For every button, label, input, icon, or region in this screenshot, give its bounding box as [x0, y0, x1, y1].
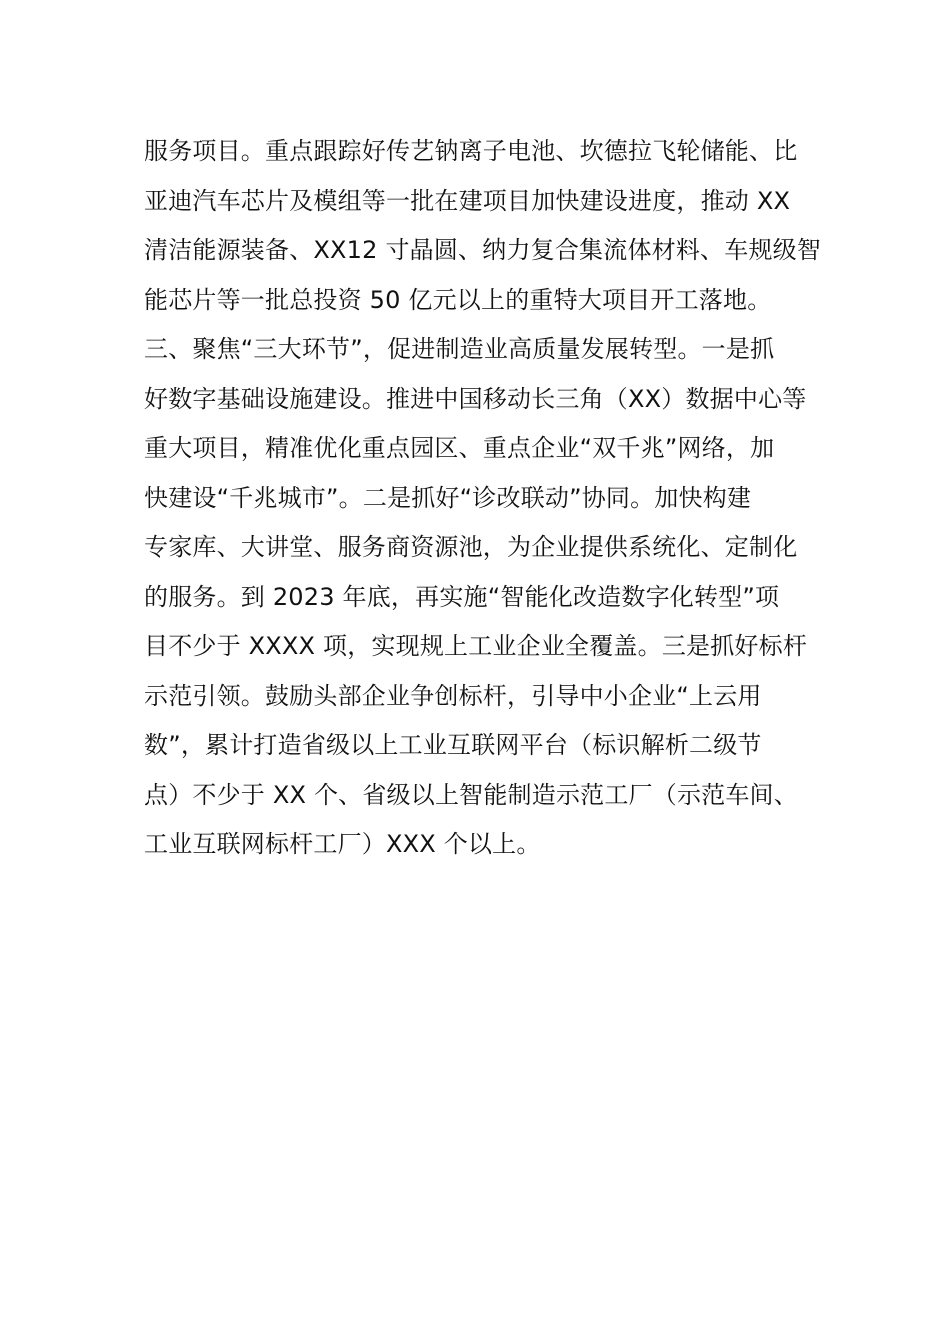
document-body — [144, 127, 822, 870]
text-line: 清洁能源装备、XX12 寸晶圆、纳力复合集流体材料、车规级智 — [144, 236, 822, 264]
text-line: 服务项目。重点跟踪好传艺钠离子电池、坎德拉飞轮储能、比 — [144, 137, 798, 165]
text-line: 亚迪汽车芯片及模组等一批在建项目加快建设进度，推动 XX — [144, 186, 791, 215]
text-line: 示范引领。鼓励头部企业争创标杆，引导中小企业“上云用 — [144, 681, 762, 710]
text-line: 三、聚焦“三大环节”，促进制造业高质量发展转型。一是抓 — [144, 335, 775, 363]
text-line: 重大项目，精准优化重点园区、重点企业“双千兆”网络，加 — [144, 434, 775, 462]
text-line: 好数字基础设施建设。推进中国移动长三角（XX）数据中心等 — [144, 384, 807, 413]
text-line: 工业互联网标杆工厂）XXX 个以上。 — [144, 830, 541, 858]
text-line: 专家库、大讲堂、服务商资源池，为企业提供系统化、定制化 — [144, 533, 798, 561]
text-line: 的服务。到 2023 年底，再实施“智能化改造数字化转型”项 — [144, 582, 780, 611]
text-line: 点）不少于 XX 个、省级以上智能制造示范工厂（示范车间、 — [144, 780, 798, 809]
text-line: 数”，累计打造省级以上工业互联网平台（标识解析二级节 — [144, 731, 762, 759]
text-line: 快建设“千兆城市”。二是抓好“诊改联动”协同。加快构建 — [144, 483, 752, 512]
text-line: 目不少于 XXXX 项，实现规上工业企业全覆盖。三是抓好标杆 — [144, 632, 808, 660]
text-line: 能芯片等一批总投资 50 亿元以上的重特大项目开工落地。 — [144, 285, 772, 314]
